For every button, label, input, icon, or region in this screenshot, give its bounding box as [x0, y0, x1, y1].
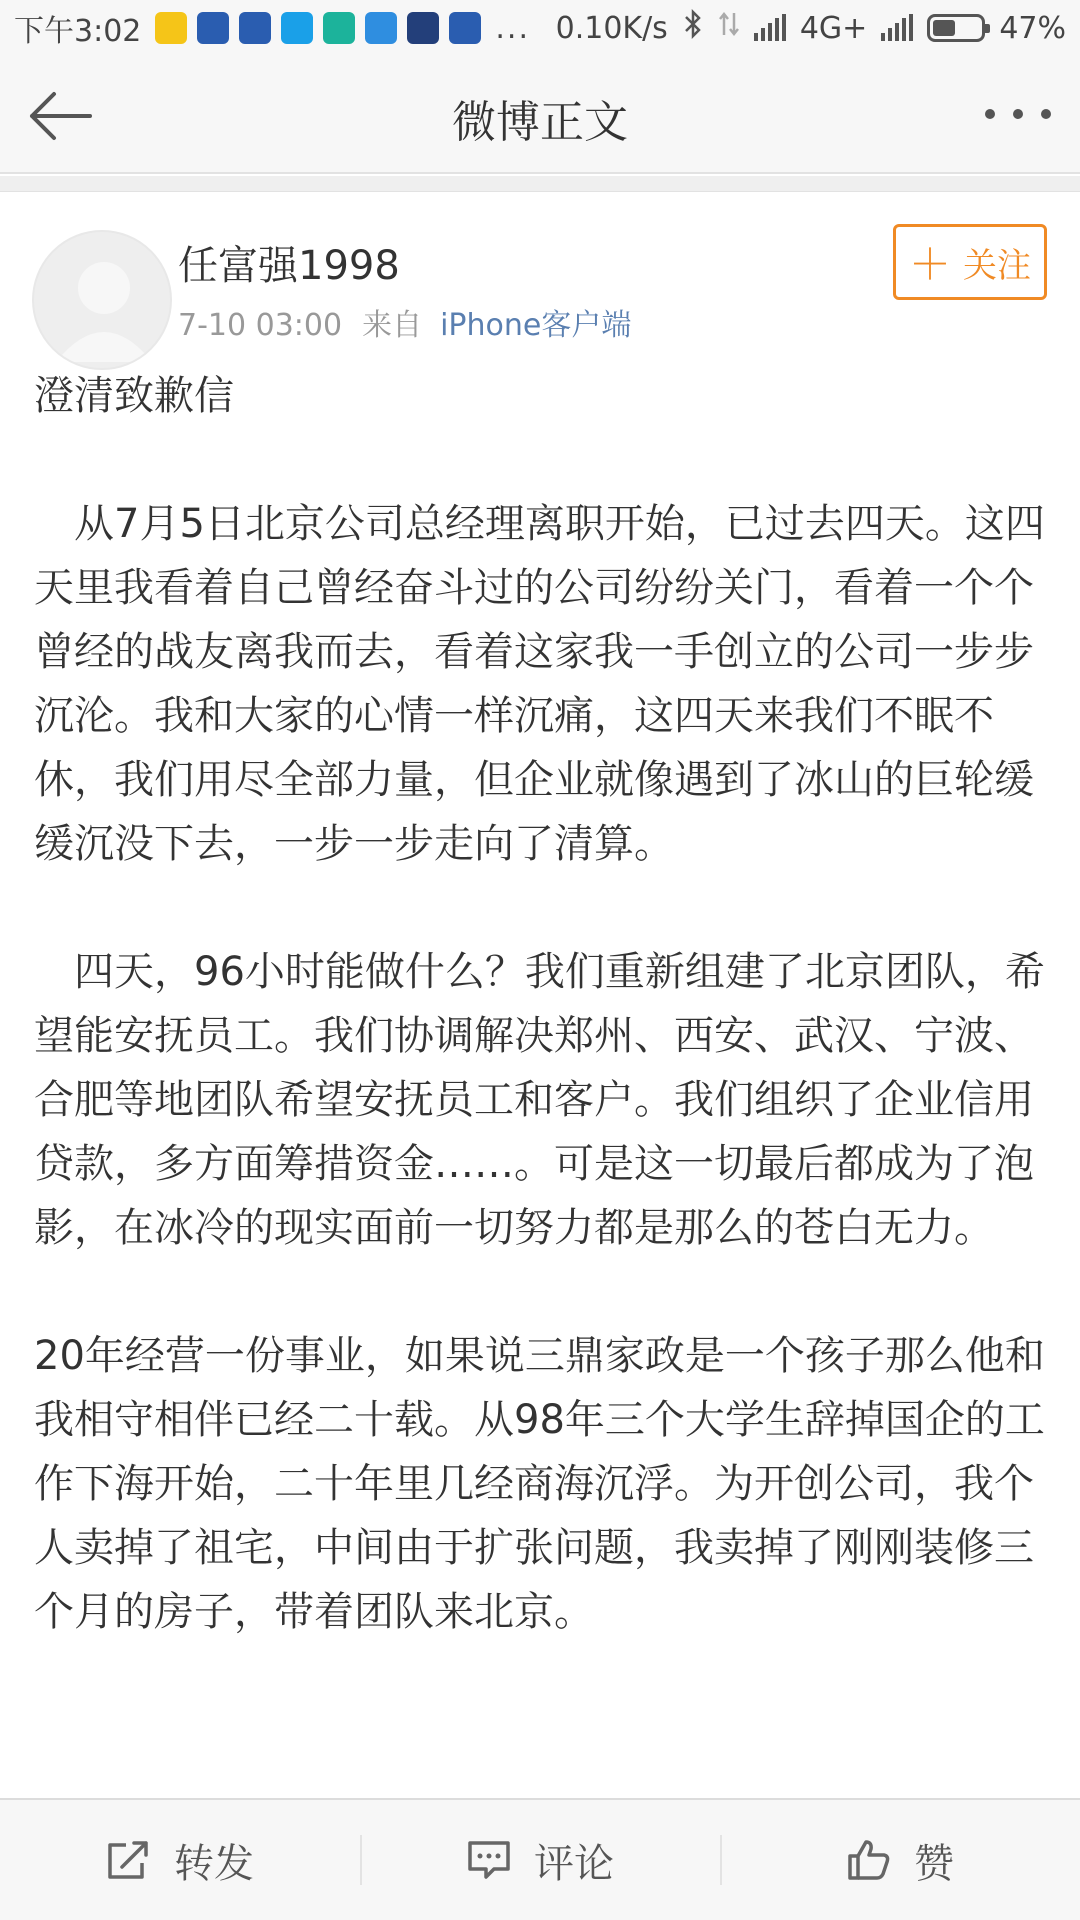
weibo-app-icon [155, 12, 187, 44]
post-content [34, 360, 1054, 1644]
from-label: 来自 [362, 308, 423, 343]
comment-icon [466, 1839, 512, 1881]
bluetooth-icon [682, 9, 704, 47]
follow-button[interactable] [893, 224, 1047, 300]
signal-icon [754, 15, 786, 41]
follow-label: 关注 [963, 245, 1031, 286]
paragraph: 20年经营一份事业，如果说三鼎家政是一个孩子那么他和我相守相伴已经二十载。从98年三个大学生辞掉国企的工作下海开始，二十年里几经商海沉浮。为开创公司，我个人卖掉了祖宅，中间由于扩张问题，我卖掉了刚刚装修三个月的房子，带着团队来北京。 [34, 1333, 1045, 1635]
comment-label: 评论 [534, 1840, 614, 1887]
paragraph: 从7月5日北京公司总经理离职开始，已过去四天。这四天里我看着自己曾经奋斗过的公司纷纷关门，看着一个个曾经的战友离我而去，看着这家我一手创立的公司一步步沉沦。我和大家的心情一样沉痛，这四天来我们不眠不休，我们用尽全部力量，但企业就像遇到了冰山的巨轮缓缓沉没下去，一步一步走向了清算。 [34, 501, 1045, 867]
alipay-app-icon [281, 12, 313, 44]
circle-app-icon [323, 12, 355, 44]
battery-icon [927, 14, 985, 42]
news-app-icon [407, 12, 439, 44]
sina-app-icon [239, 12, 271, 44]
page-title: 微博正文 [452, 97, 628, 148]
post-meta [178, 300, 631, 344]
more-notifications: ... [495, 10, 530, 46]
sina-app-icon [449, 12, 481, 44]
signal-icon [881, 15, 913, 41]
bottom-action-bar [0, 1798, 1080, 1920]
post-title: 澄清致歉信 [34, 373, 234, 419]
repost-label: 转发 [174, 1840, 254, 1887]
default-avatar-icon [34, 232, 172, 370]
sina-app-icon [197, 12, 229, 44]
thumbs-up-icon [846, 1838, 892, 1882]
post-time: 7-10 03:00 [178, 308, 343, 343]
avatar[interactable] [32, 230, 172, 370]
network-speed: 0.10K/s [555, 10, 668, 46]
like-label: 赞 [914, 1840, 954, 1887]
plus-icon: ＋ [908, 240, 951, 289]
repost-button[interactable] [0, 1799, 360, 1920]
network-type: 4G+ [799, 10, 868, 46]
share-icon [106, 1839, 152, 1881]
comment-button[interactable] [360, 1799, 720, 1920]
username[interactable]: 任富强1998 [178, 243, 400, 289]
source-link[interactable]: iPhone客户端 [440, 308, 632, 343]
nav-bar [0, 56, 1080, 174]
status-bar [0, 0, 1080, 56]
paragraph: 四天，96小时能做什么？我们重新组建了北京团队，希望能安抚员工。我们协调解决郑州、西安、武汉、宁波、合肥等地团队希望安抚员工和客户。我们组织了企业信用贷款，多方面筹措资金……。可是这一切最后都成为了泡影，在冰冷的现实面前一切努力都是那么的苍白无力。 [34, 949, 1045, 1251]
like-button[interactable] [720, 1799, 1080, 1920]
status-time: 下午3:02 [14, 14, 142, 49]
data-transfer-icon [718, 9, 740, 47]
more-button[interactable] [980, 96, 1056, 132]
files-app-icon [365, 12, 397, 44]
notification-icons [155, 11, 530, 46]
divider [0, 176, 1080, 192]
battery-percent: 47% [999, 10, 1066, 46]
more-dots-icon [980, 96, 1056, 132]
